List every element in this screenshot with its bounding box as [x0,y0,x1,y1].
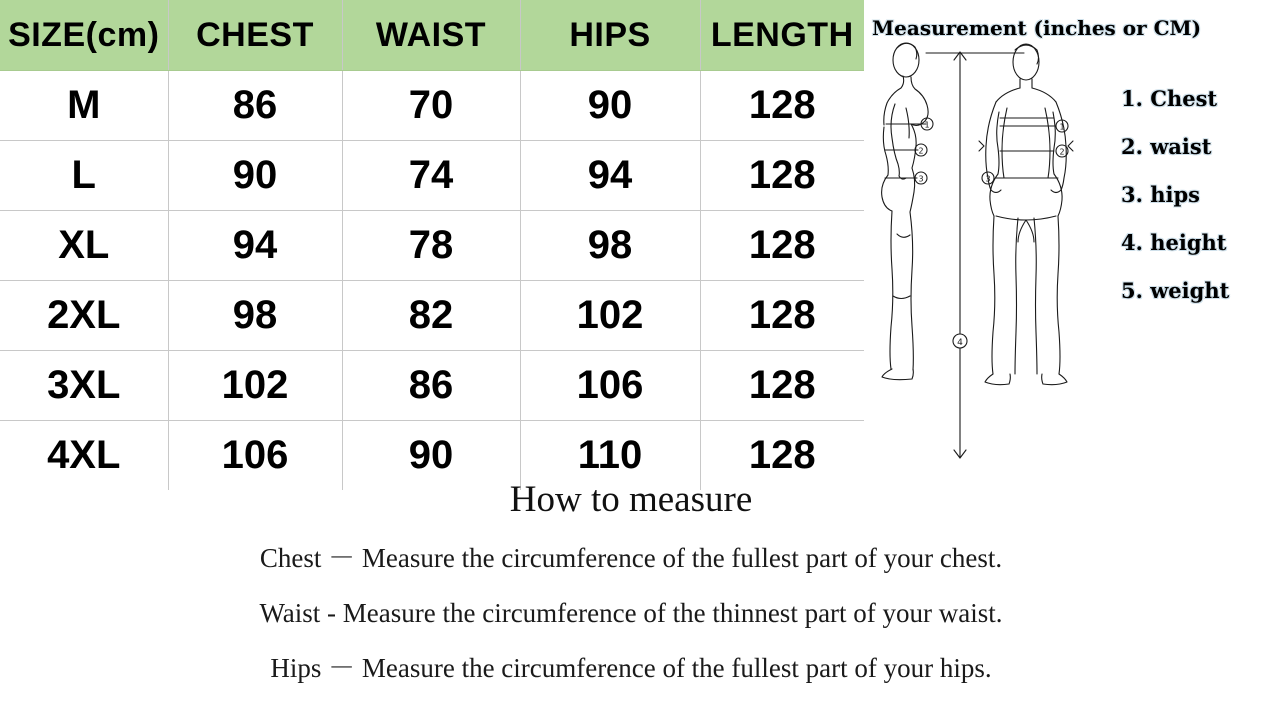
svg-text:1: 1 [924,120,930,130]
legend-item-waist: 2. waist [1121,134,1212,159]
cell-chest: 94 [168,211,342,281]
body-figures-illustration [866,38,1122,476]
measurement-diagram-panel [866,0,1262,478]
cell-length: 128 [700,141,864,211]
svg-text:2: 2 [918,146,924,156]
how-to-measure-hips: Hips － Measure the circumference of the fullest part of your hips. [270,653,992,683]
table-row [0,351,864,421]
cell-hips: 106 [520,351,700,421]
cell-chest: 102 [168,351,342,421]
svg-text:2: 2 [1059,147,1065,157]
table-header-row [0,0,864,71]
column-header-chest: CHEST [168,0,342,71]
cell-waist: 86 [342,351,520,421]
cell-hips: 90 [520,71,700,141]
cell-length: 128 [700,71,864,141]
cell-length: 128 [700,351,864,421]
cell-size: 3XL [0,351,168,421]
legend-item-weight: 5. weight [1121,278,1230,303]
table-row [0,211,864,281]
cell-waist: 90 [342,421,520,491]
cell-length: 128 [700,281,864,351]
cell-hips: 98 [520,211,700,281]
cell-size: 4XL [0,421,168,491]
female-body-outline-svg [866,38,1122,476]
cell-hips: 94 [520,141,700,211]
svg-text:3: 3 [918,174,924,184]
column-header-hips: HIPS [520,0,700,71]
how-to-measure-waist: Waist - Measure the circumference of the thinnest part of your waist. [259,598,1003,628]
svg-text:3: 3 [985,174,991,184]
table-row [0,141,864,211]
diagram-title: Measurement (inches or CM) [872,16,1202,40]
legend-item-height: 4. height [1121,230,1227,255]
legend-item-chest: 1. Chest [1121,86,1218,111]
how-to-measure-chest: Chest － Measure the circumference of the fullest part of your chest. [259,543,1003,573]
svg-text:4: 4 [957,338,963,348]
cell-size: M [0,71,168,141]
cell-hips: 102 [520,281,700,351]
table-row [0,71,864,141]
cell-chest: 98 [168,281,342,351]
column-header-length: LENGTH [700,0,864,71]
cell-length: 128 [748,433,816,477]
how-to-measure-list [0,545,1262,710]
cell-chest: 106 [168,421,342,491]
cell-waist: 74 [342,141,520,211]
size-chart-table [0,0,864,490]
cell-chest: 86 [168,71,342,141]
column-header-size: SIZE(cm) [0,0,168,71]
cell-hips: 110 [520,421,700,491]
cell-waist: 78 [342,211,520,281]
measurement-legend [1121,88,1261,328]
cell-chest: 90 [168,141,342,211]
cell-size: 2XL [0,281,168,351]
column-header-waist: WAIST [342,0,520,71]
table-row [0,281,864,351]
cell-size: L [0,141,168,211]
cell-waist: 70 [342,71,520,141]
legend-item-hips: 3. hips [1121,182,1200,207]
cell-length: 128 [700,211,864,281]
cell-size: XL [0,211,168,281]
svg-text:1: 1 [1059,122,1065,132]
cell-waist: 82 [342,281,520,351]
how-to-measure-title: How to measure [509,479,753,520]
